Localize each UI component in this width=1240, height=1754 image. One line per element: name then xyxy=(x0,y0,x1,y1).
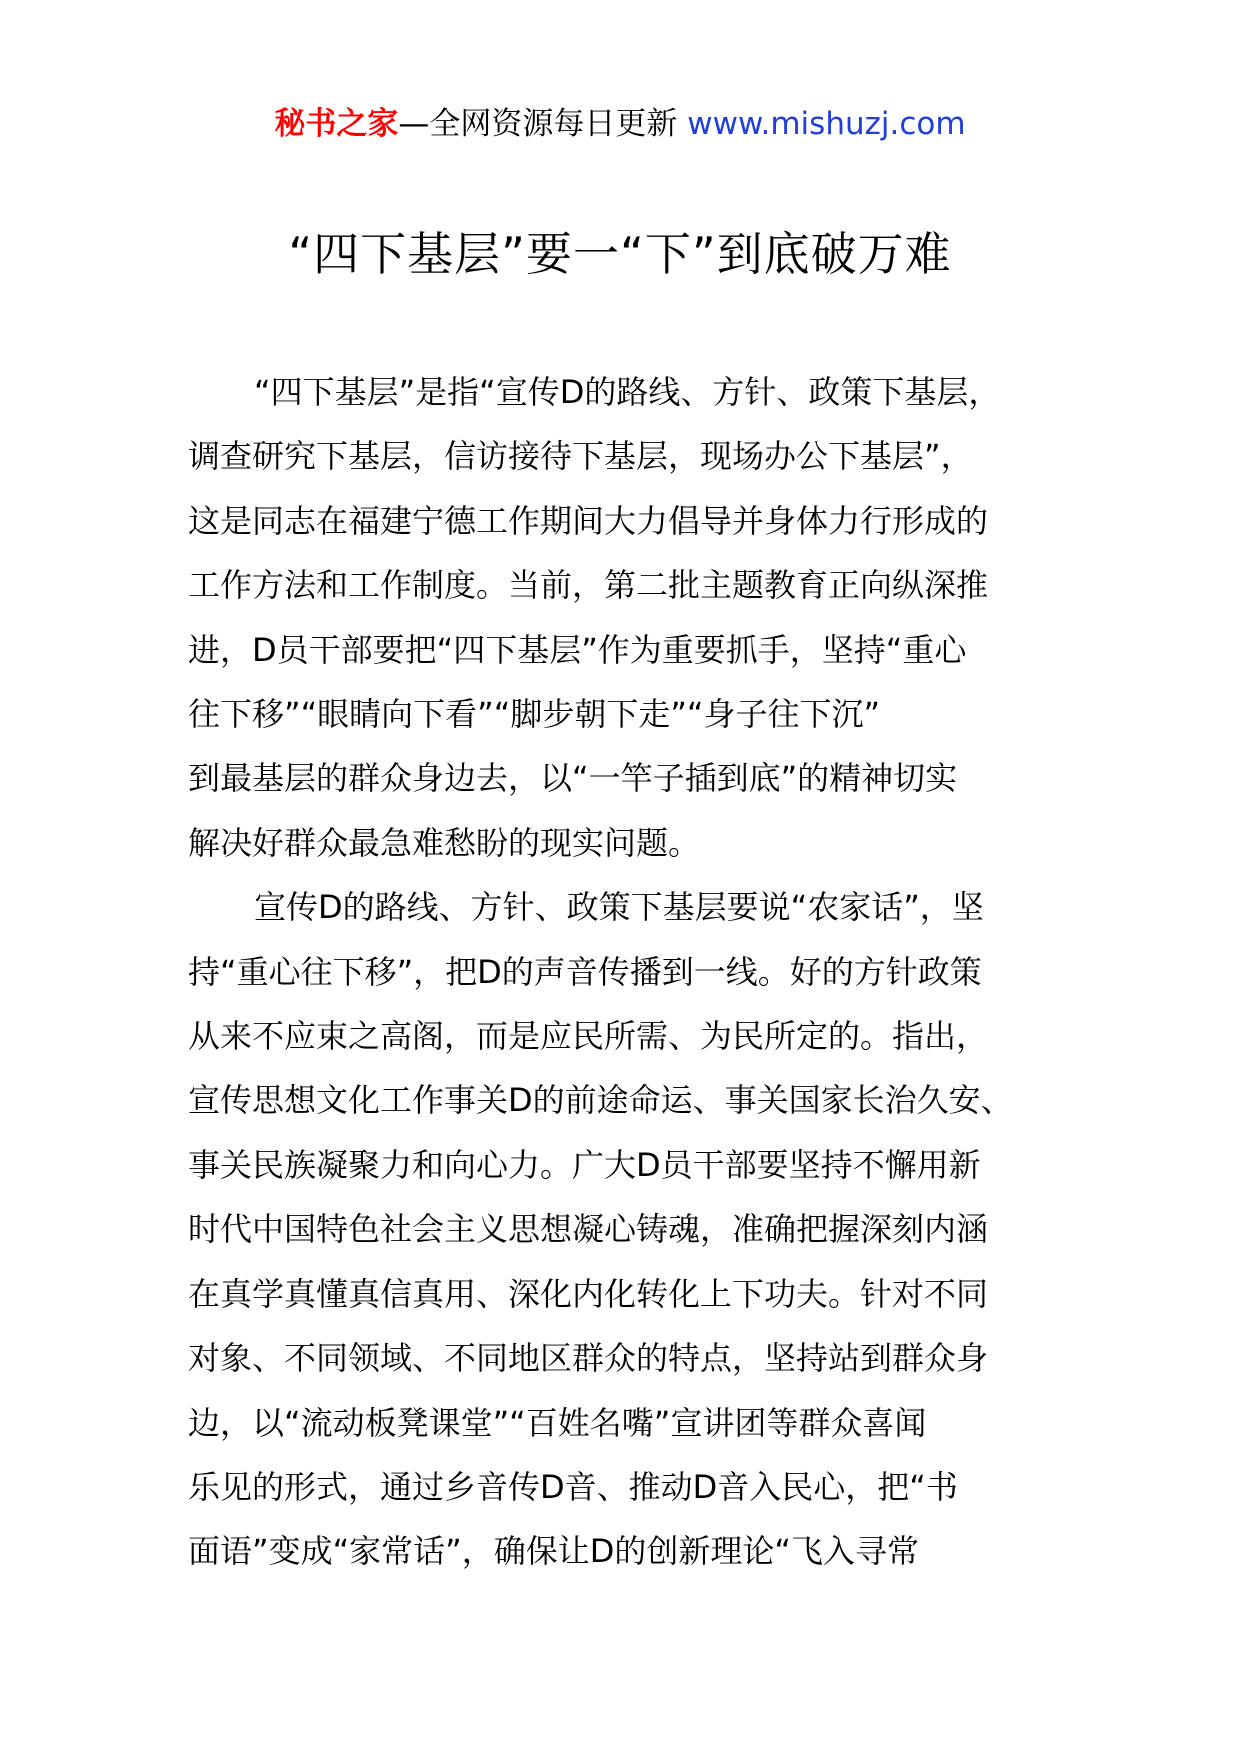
text-line: 到最基层的群众身边去，以“一竿子插到底”的精神切实 xyxy=(188,759,958,798)
article-title: “四下基层”要一“下”到底破万难 xyxy=(288,227,952,281)
text-line: 乐见的形式，通过乡音传D音、推动D音入民心，把“书 xyxy=(188,1467,958,1506)
paragraph-1 xyxy=(188,360,1088,875)
site-url-link[interactable]: www.mishuzj.com xyxy=(687,106,966,142)
text-line: 宣传D的路线、方针、政策下基层要说“农家话”，坚 xyxy=(254,888,984,927)
text-line: 事关民族凝聚力和向心力。广大D员干部要坚持不懈用新 xyxy=(188,1145,981,1184)
paragraph-2 xyxy=(188,875,1088,1583)
text-line: 宣传思想文化工作事关D的前途命运、事关国家长治久安、 xyxy=(188,1081,1013,1120)
text-line: 从来不应束之高阁，而是应民所需、为民所定的。指出， xyxy=(188,1017,989,1056)
site-brand: 秘书之家 xyxy=(274,106,399,142)
text-line: 调查研究下基层，信访接待下基层，现场办公下基层”， xyxy=(188,437,973,476)
text-line: 进，D员干部要把“四下基层”作为重要抓手，坚持“重心 xyxy=(188,630,967,669)
article-body xyxy=(188,360,1088,1584)
text-line: 往下移”“眼睛向下看”“脚步朝下走”“身子往下沉” xyxy=(188,695,881,734)
text-line: 持“重心往下移”，把D的声音传播到一线。好的方针政策 xyxy=(188,952,982,991)
site-tagline: —全网资源每日更新 xyxy=(398,106,688,142)
text-line: 在真学真懂真信真用、深化内化转化上下功夫。针对不同 xyxy=(188,1274,989,1313)
text-line: 解决好群众最急难愁盼的现实问题。 xyxy=(188,823,701,862)
text-line: 工作方法和工作制度。当前，第二批主题教育正向纵深推 xyxy=(188,566,989,605)
text-line: 对象、不同领域、不同地区群众的特点，坚持站到群众身 xyxy=(188,1339,989,1378)
text-line: 时代中国特色社会主义思想凝心铸魂，准确把握深刻内涵 xyxy=(188,1210,989,1249)
text-line: 面语”变成“家常话”，确保让D的创新理论“飞入寻常 xyxy=(188,1532,919,1571)
site-header xyxy=(0,102,1240,146)
text-line: “四下基层”是指“宣传D的路线、方针、政策下基层， xyxy=(254,373,1001,411)
text-line: 边，以“流动板凳课堂”“百姓名嘴”宣讲团等群众喜闻 xyxy=(188,1403,927,1442)
text-line: 这是同志在福建宁德工作期间大力倡导并身体力行形成的 xyxy=(188,501,989,540)
